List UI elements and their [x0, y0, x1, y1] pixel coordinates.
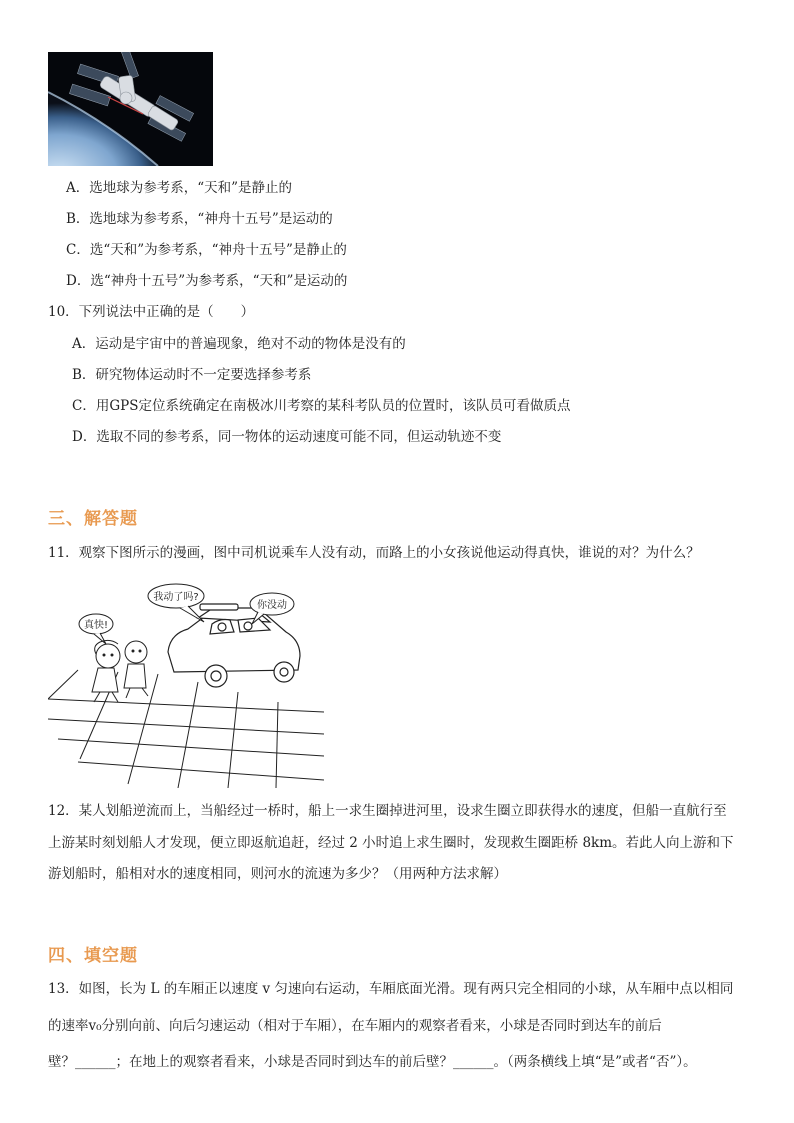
q11-stem: 11．观察下图所示的漫画，图中司机说乘车人没有动，而路上的小女孩说他运动得真快，谁说的对？为什么？	[48, 545, 700, 561]
q12-line-1: 12．某人划船逆流而上，当船经过一桥时，船上一求生圈掉进河里，设求生圈立即获得水的速度，但船一直航行至	[48, 803, 727, 819]
q13-line-2: 的速率v₀分别向前、向后匀速运动（相对于车厢），在车厢内的观察者看来，小球是否同时到达车的前后	[48, 1018, 662, 1034]
section-heading-fill: 四、填空题	[48, 946, 138, 966]
q10-stem: 10．下列说法中正确的是（ ）	[48, 304, 255, 320]
q9-option-c: C．选“天和”为参考系，“神舟十五号”是静止的	[66, 242, 347, 258]
q9-option-d: D．选“神舟十五号”为参考系，“天和”是运动的	[66, 273, 348, 289]
q10-option-d: D．选取不同的参考系，同一物体的运动速度可能不同，但运动轨迹不变	[72, 429, 502, 445]
section-heading-answer: 三、解答题	[48, 509, 138, 529]
q13-line-3: 壁？______；在地上的观察者看来，小球是否同时到达车的前后壁？______。（两条横线上填“是”或者“否”）。	[48, 1054, 697, 1070]
q12-line-2: 上游某时刻划船人才发现，便立即返航追赶，经过 2 小时追上求生圈时，发现救生圈距桥 8km。若此人向上游和下	[48, 835, 734, 851]
bubble-passenger-text: 我动了吗?	[153, 592, 199, 603]
space-station-image	[48, 52, 213, 166]
bubble-girl-text: 真快!	[83, 620, 109, 631]
q13-line-1: 13．如图，长为 L 的车厢正以速度 v 匀速向右运动，车厢底面光滑。现有两只完全相同的小球，从车厢中点以相同	[48, 981, 734, 997]
q9-option-b: B．选地球为参考系，“神舟十五号”是运动的	[66, 211, 333, 227]
bubble-driver-text: 你没动	[257, 600, 287, 611]
q9-option-a: A．选地球为参考系，“天和”是静止的	[66, 180, 293, 196]
q10-option-c: C．用GPS定位系统确定在南极冰川考察的某科考队员的位置时，该队员可看做质点	[72, 398, 571, 414]
comic-illustration	[48, 574, 324, 788]
q10-option-b: B．研究物体运动时不一定要选择参考系	[72, 367, 312, 383]
q12-line-3: 游划船时，船相对水的速度相同，则河水的流速为多少？（用两种方法求解）	[48, 866, 507, 882]
q10-option-a: A．运动是宇宙中的普遍现象，绝对不动的物体是没有的	[72, 336, 406, 352]
